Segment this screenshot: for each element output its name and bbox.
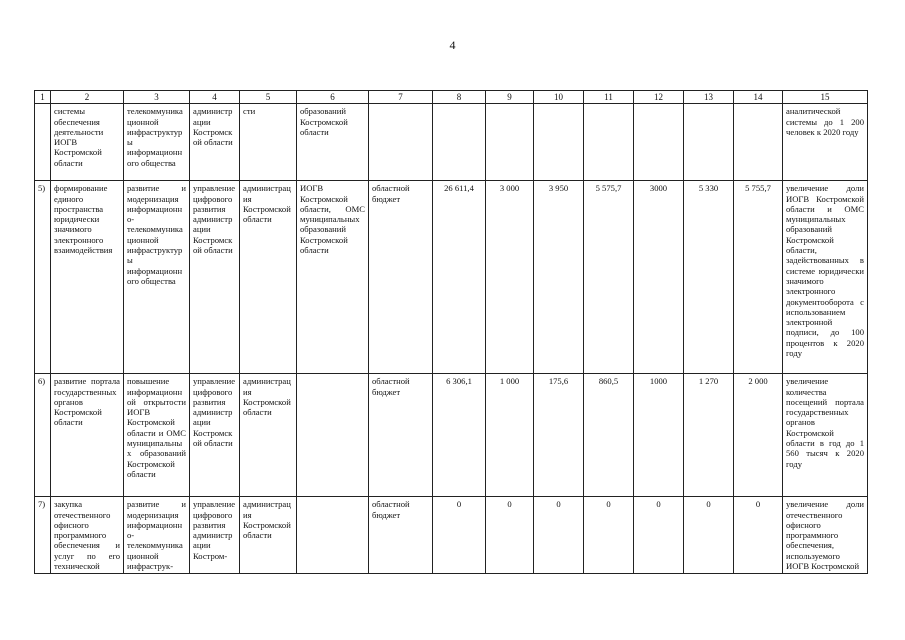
co-executor-cell: администрация Костромской области	[240, 374, 297, 497]
year-value-cell	[534, 104, 584, 181]
year-value-cell: 3 950	[534, 181, 584, 374]
table-row	[35, 181, 868, 374]
year-value-cell: 5 575,7	[584, 181, 634, 374]
funding-source-cell: областной бюджет	[369, 374, 433, 497]
activity-cell: формирование единого пространства юридически значимого электронного взаимодействия	[51, 181, 124, 374]
funding-source-cell	[369, 104, 433, 181]
year-value-cell: 1 270	[684, 374, 734, 497]
funding-source-cell: областной бюджет	[369, 497, 433, 574]
year-value-cell: 3000	[634, 181, 684, 374]
column-header: 9	[486, 91, 534, 104]
row-number: 7)	[35, 497, 51, 574]
activity-cell: закупка отечественного офисного программного обеспечения и услуг по его технической	[51, 497, 124, 574]
program-cell: развитие и модернизация информационно-телекоммуникационной инфраструктуры информационного общества	[124, 181, 190, 374]
total-cell: 0	[433, 497, 486, 574]
column-header: 12	[634, 91, 684, 104]
row-number: 6)	[35, 374, 51, 497]
year-value-cell: 1000	[634, 374, 684, 497]
row-number: 5)	[35, 181, 51, 374]
total-cell	[433, 104, 486, 181]
row-number	[35, 104, 51, 181]
result-cell: увеличение количества посещений портала государственных органов Костромской области в год до 1 560 тысяч к 2020 году	[783, 374, 868, 497]
program-cell: телекоммуникационной инфраструктуры информационного общества	[124, 104, 190, 181]
program-table	[34, 90, 868, 574]
year-value-cell: 1 000	[486, 374, 534, 497]
co-executor-cell: администрация Костромской области	[240, 497, 297, 574]
column-header: 2	[51, 91, 124, 104]
table-row	[35, 497, 868, 574]
result-cell: увеличение доли ИОГВ Костромской области и ОМС муниципальных образований Костромской области, задействованных в системе юридически значимого электронного документооборота с использованием электронной подписи, до 100 процентов к 2020 году	[783, 181, 868, 374]
activity-cell: системы обеспечения деятельности ИОГВ Костромской области	[51, 104, 124, 181]
year-value-cell: 0	[486, 497, 534, 574]
total-cell: 26 611,4	[433, 181, 486, 374]
year-value-cell: 2 000	[734, 374, 783, 497]
participants-cell	[297, 374, 369, 497]
executor-cell: управление цифрового развития администрации Костром-	[190, 497, 240, 574]
result-cell: аналитической системы до 1 200 человек к 2020 году	[783, 104, 868, 181]
year-value-cell	[684, 104, 734, 181]
column-header: 8	[433, 91, 486, 104]
co-executor-cell: сти	[240, 104, 297, 181]
column-header: 7	[369, 91, 433, 104]
column-header: 11	[584, 91, 634, 104]
column-header: 1	[35, 91, 51, 104]
column-header: 5	[240, 91, 297, 104]
co-executor-cell: администрация Костромской области	[240, 181, 297, 374]
year-value-cell: 860,5	[584, 374, 634, 497]
year-value-cell	[634, 104, 684, 181]
executor-cell: управление цифрового развития администрации Костромской области	[190, 374, 240, 497]
program-cell: повышение информационной открытости ИОГВ Костромской области и ОМС муниципальных образований Костромской области	[124, 374, 190, 497]
year-value-cell	[584, 104, 634, 181]
year-value-cell	[486, 104, 534, 181]
participants-cell	[297, 497, 369, 574]
year-value-cell: 0	[684, 497, 734, 574]
total-cell: 6 306,1	[433, 374, 486, 497]
year-value-cell: 3 000	[486, 181, 534, 374]
year-value-cell: 0	[534, 497, 584, 574]
result-cell: увеличение доли отечественного офисного программного обеспечения, используемого ИОГВ Костромской	[783, 497, 868, 574]
year-value-cell: 175,6	[534, 374, 584, 497]
executor-cell: управление цифрового развития администрации Костромской области	[190, 181, 240, 374]
executor-cell: администрации Костромской области	[190, 104, 240, 181]
funding-source-cell: областной бюджет	[369, 181, 433, 374]
year-value-cell: 5 330	[684, 181, 734, 374]
year-value-cell: 0	[634, 497, 684, 574]
year-value-cell	[734, 104, 783, 181]
column-header: 6	[297, 91, 369, 104]
column-header: 15	[783, 91, 868, 104]
column-header: 3	[124, 91, 190, 104]
activity-cell: развитие портала государственных органов Костромской области	[51, 374, 124, 497]
column-number-row	[35, 91, 868, 104]
table-row	[35, 104, 868, 181]
participants-cell: ИОГВ Костромской области, ОМС муниципальных образований Костромской области	[297, 181, 369, 374]
program-cell: развитие и модернизация информационно-телекоммуникационной инфраструк-	[124, 497, 190, 574]
column-header: 10	[534, 91, 584, 104]
year-value-cell: 0	[734, 497, 783, 574]
participants-cell: образований Костромской области	[297, 104, 369, 181]
column-header: 13	[684, 91, 734, 104]
column-header: 14	[734, 91, 783, 104]
table-row	[35, 374, 868, 497]
column-header: 4	[190, 91, 240, 104]
page-number: 4	[449, 38, 456, 52]
year-value-cell: 5 755,7	[734, 181, 783, 374]
year-value-cell: 0	[584, 497, 634, 574]
